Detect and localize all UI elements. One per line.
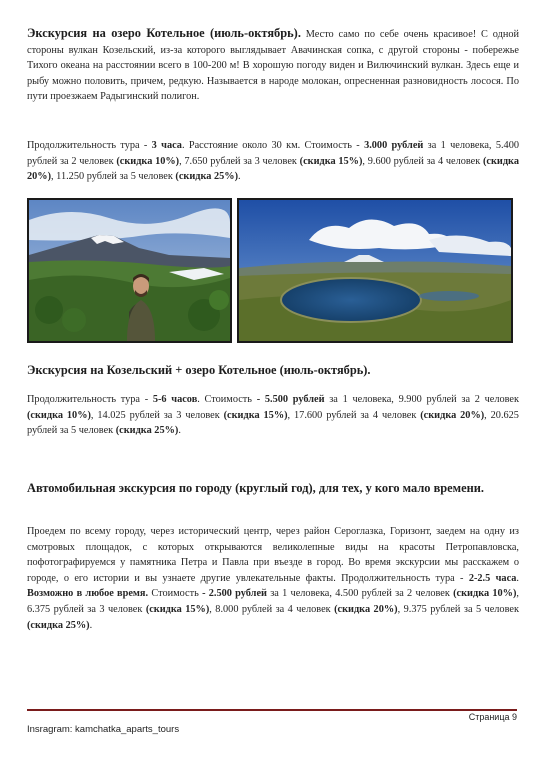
section1-title: Экскурсия на озеро Котельное (июль-октябрь). — [27, 26, 301, 40]
text-run: 5-6 часов — [152, 394, 198, 405]
photo-lake-kotelnoe — [237, 198, 513, 343]
photo-volcano-man-image — [29, 200, 230, 341]
photo-volcano-man — [27, 198, 232, 343]
text-run: . — [89, 619, 93, 631]
text-run: - 2.500 рублей — [202, 588, 267, 600]
text-run: (скидка 20%) — [420, 409, 485, 421]
text-run: (скидка 20%) — [334, 603, 398, 615]
text-run: за 1 человека, 9.900 рублей за 2 человек — [324, 394, 520, 405]
text-run: . Стоимость — [197, 394, 257, 405]
text-run: за 1 человека, 5.400 рублей за 2 человек — [27, 140, 519, 167]
text-run: (скидка 10%) — [116, 155, 180, 167]
text-run: (скидка 15%) — [145, 603, 210, 615]
text-run: , 20.625 рублей за 5 человек — [27, 409, 519, 437]
text-run: (скидка 25%) — [115, 425, 179, 437]
photo-lake-kotelnoe-image — [239, 200, 511, 341]
text-run: , 9.600 рублей за 4 человек — [362, 155, 483, 167]
text-run: . — [178, 425, 181, 437]
footer-divider — [27, 709, 517, 711]
text-run: , 8.000 рублей за 4 человек — [209, 603, 335, 615]
section3-body — [27, 524, 519, 633]
text-run: 2-2.5 часа — [468, 572, 517, 584]
text-run: (скидка 25%) — [27, 619, 90, 631]
section1-intro — [27, 26, 519, 105]
text-run: (скидка 15%) — [223, 409, 288, 421]
text-run: Возможно в любое время. — [27, 588, 149, 600]
text-run: . — [516, 572, 519, 584]
text-run: (скидка 25%) — [175, 171, 239, 183]
text-run: , 7.650 рублей за 3 человек — [179, 155, 300, 167]
section1-intro-text: Место само по себе очень красивое! С одной стороны вулкан Козельский, из-за которого выглядывает Авачинская сопка, с другой стороны - побережье Тихого океана на расстоянии всего в 100-200 м! В хорошую погоду виден и Вилючинский вулкан. Здесь еще и рыбу можно половить, причем, редкую. Называется в народе молокан, опресненная разновидность лосося. По пути проезжаем Радыгинский полигон. — [27, 29, 520, 103]
text-run: (скидка 10%) — [27, 409, 91, 421]
text-run: (скидка 10%) — [453, 588, 517, 600]
footer-instagram: Insragram: kamchatka_aparts_tours — [27, 724, 180, 735]
text-run: . — [238, 171, 241, 183]
section2-title: Экскурсия на Козельский + озеро Котельное (июль-октябрь). — [27, 363, 371, 377]
page-number: Страница 9 — [468, 712, 517, 722]
text-run: 3.000 рублей — [364, 140, 424, 151]
text-run: 3 часа — [151, 140, 182, 151]
text-run: Стоимость — [148, 588, 203, 600]
text-run: Продолжительность тура - — [27, 394, 153, 405]
text-run: , 9.375 рублей за 5 человек — [397, 603, 519, 615]
text-run: . Расстояние около 30 км. Стоимость - — [181, 140, 365, 151]
text-run: Проедем по всему городу, через исторический центр, через район Сероглазка, Горизонт, заедем на одну из смотровых площадок, с которых открываются великолепные виды на красоты Петропавловска, пофотографируемся у памятника Петра и Павла при въезде в город. Во время экскурсии мы расскажем о городе, о его истории и вы узнаете другие увлекательные факты. Продолжительность тура - — [27, 526, 519, 584]
text-run: Продолжительность тура - — [27, 140, 152, 151]
text-run: , 14.025 рублей за 3 человек — [90, 409, 224, 421]
text-run: (скидка 20%) — [27, 155, 519, 183]
text-run: , 17.600 рублей за 4 человек — [287, 409, 421, 421]
text-run: - 5.500 рублей — [256, 394, 325, 405]
section1-price — [27, 138, 519, 185]
text-run: , 11.250 рублей за 5 человек — [51, 171, 176, 183]
text-run: , 6.375 рублей за 3 человек — [27, 588, 519, 615]
text-run: (скидка 15%) — [299, 155, 363, 167]
section3-title: Автомобильная экскурсия по городу (круглый год), для тех, у кого мало времени. — [27, 481, 484, 495]
section2-price — [27, 392, 519, 439]
text-run: за 1 человека, 4.500 рублей за 2 человек — [266, 588, 454, 600]
